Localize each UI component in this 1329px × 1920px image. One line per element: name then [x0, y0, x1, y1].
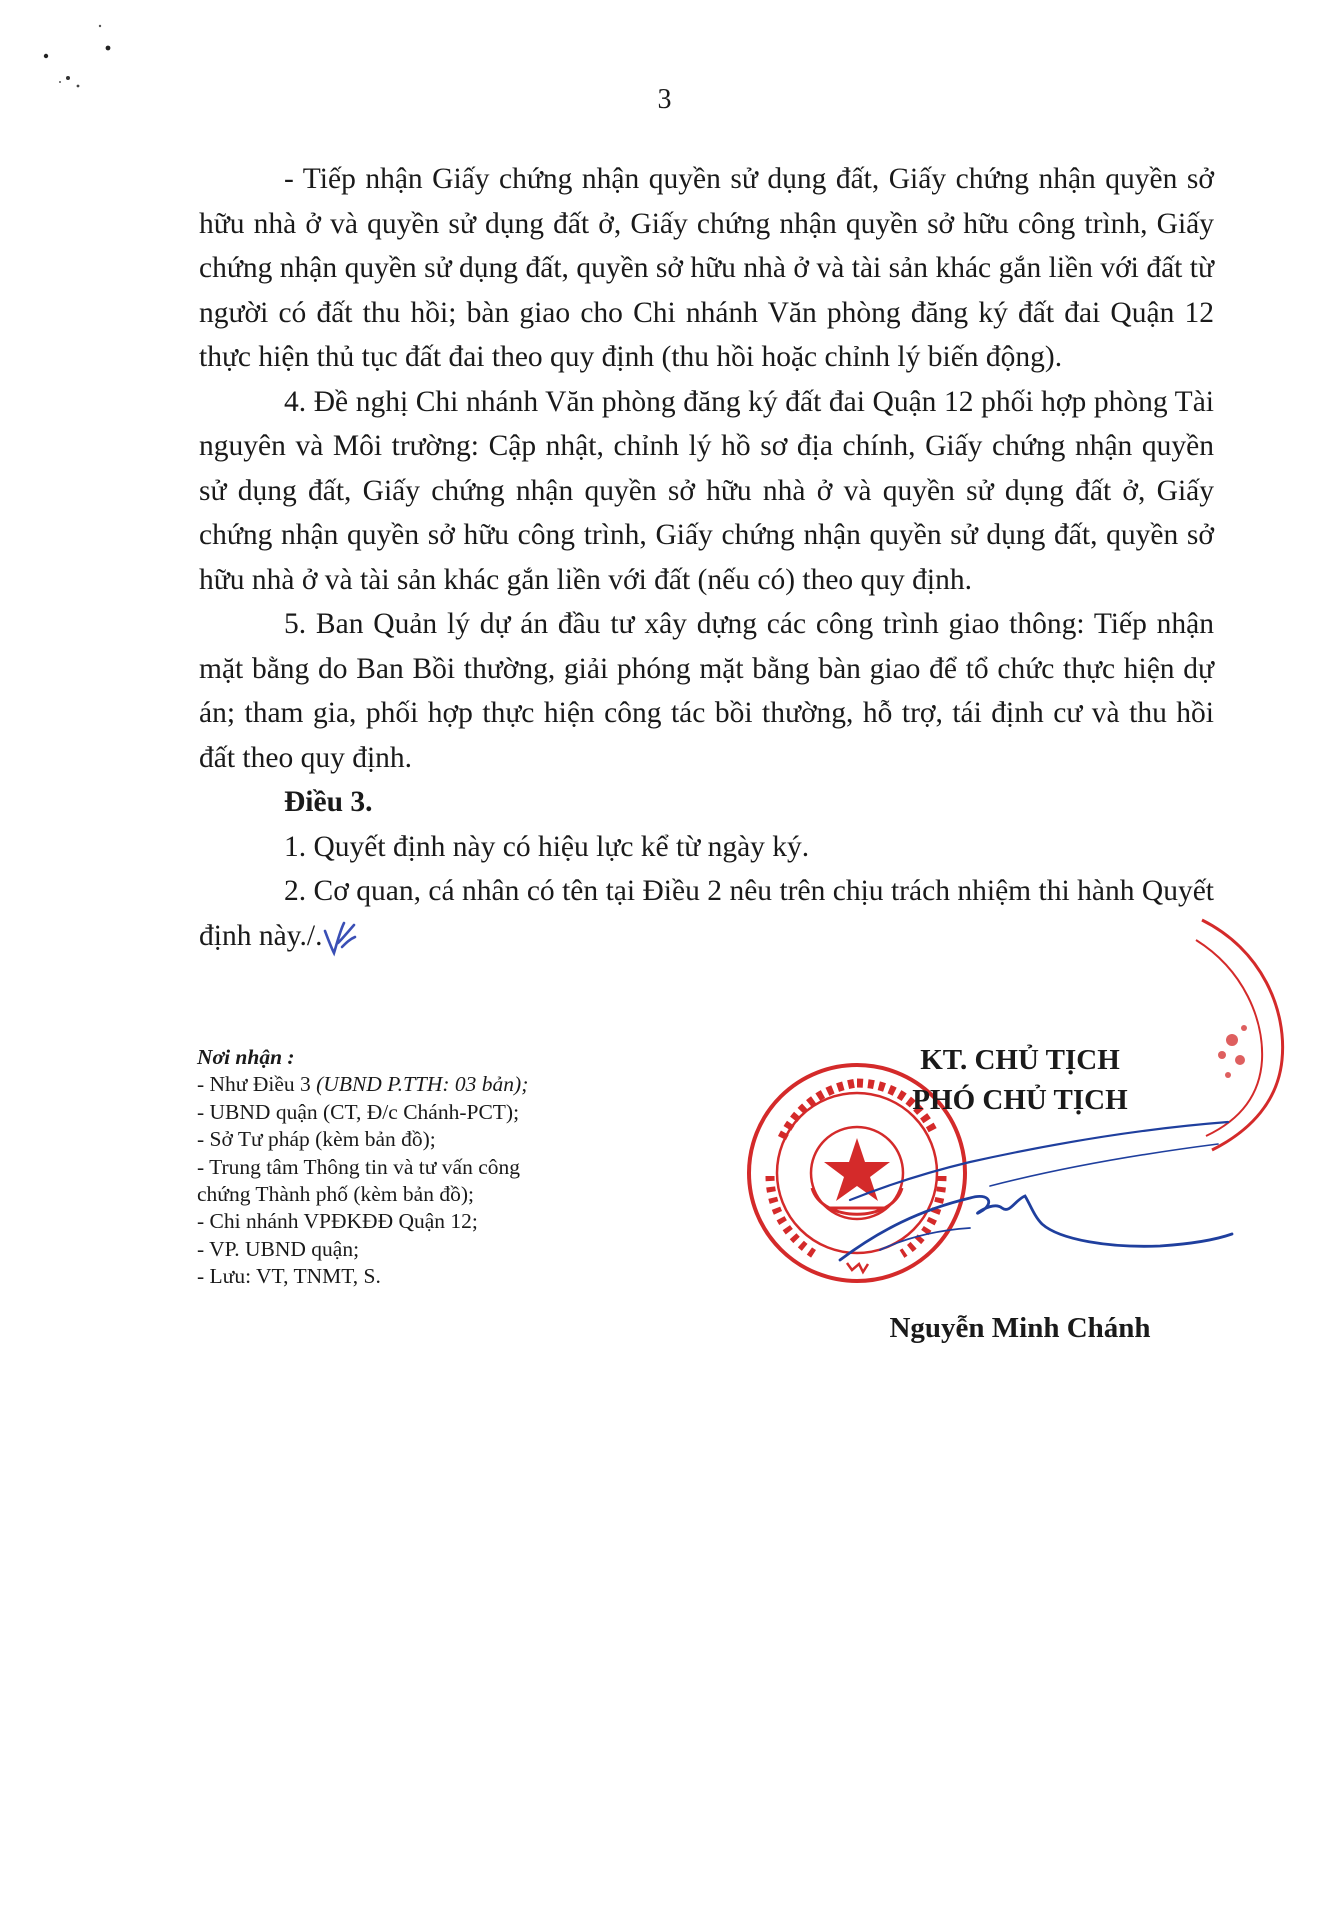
- recipient-item-1-note: (UBND P.TTH: 03 bản);: [316, 1072, 529, 1097]
- paragraph-responsibility: [199, 869, 1214, 958]
- body-text: [199, 157, 1214, 958]
- paragraph-effective-date: 1. Quyết định này có hiệu lực kể từ ngày ký.: [284, 830, 810, 863]
- recipient-item: - VP. UBND quận;: [197, 1236, 360, 1261]
- handwritten-initial-icon: [322, 917, 358, 957]
- signer-name: Nguyễn Minh Chánh: [889, 1312, 1151, 1344]
- paragraph-item-5: 5. Ban Quản lý dự án đầu tư xây dựng các công trình giao thông: Tiếp nhận mặt bằng do Ban Bồi thường, giải phóng mặt bằng bàn giao để tổ chức thực hiện dự án; tham gia, phối hợp thực hiện công tác bồi thường, hỗ trợ, tái định cư và thu hồi đất theo quy định.: [199, 608, 1214, 774]
- handwritten-signature: [820, 1100, 1240, 1280]
- recipient-item: - Sở Tư pháp (kèm bản đồ);: [197, 1127, 436, 1152]
- responsibility-text: 2. Cơ quan, cá nhân có tên tại Điều 2 nêu trên chịu trách nhiệm thi hành Quyết định này./.: [199, 875, 1214, 952]
- article-3-heading: Điều 3.: [284, 786, 373, 818]
- recipient-item: [197, 1071, 637, 1098]
- recipients-list: [197, 1044, 637, 1291]
- page-number: 3: [657, 84, 672, 115]
- recipient-item-continuation: chứng Thành phố (kèm bản đồ);: [197, 1182, 474, 1207]
- recipient-item: - Lưu: VT, TNMT, S.: [197, 1264, 381, 1289]
- recipient-item: - UBND quận (CT, Đ/c Chánh-PCT);: [197, 1099, 520, 1124]
- scan-specks: [40, 20, 120, 90]
- signature-title-line-2: PHÓ CHỦ TỊCH: [912, 1084, 1128, 1116]
- paragraph-receive-certificates: - Tiếp nhận Giấy chứng nhận quyền sử dụng đất, Giấy chứng nhận quyền sở hữu nhà ở và quyền sử dụng đất ở, Giấy chứng nhận quyền sở hữu công trình, Giấy chứng nhận quyền sử dụng đất, quyền sở hữu nhà ở và tài sản khác gắn liền với đất từ người có đất thu hồi; bàn giao cho Chi nhánh Văn phòng đăng ký đất đai Quận 12 thực hiện thủ tục đất đai theo quy định (thu hồi hoặc chỉnh lý biến động).: [199, 163, 1214, 373]
- recipient-item: - Trung tâm Thông tin và tư vấn công: [197, 1154, 520, 1179]
- recipient-item-1-prefix: - Như Điều 3: [197, 1072, 317, 1097]
- recipient-item: - Chi nhánh VPĐKĐĐ Quận 12;: [197, 1209, 478, 1234]
- signature-title-line-1: KT. CHỦ TỊCH: [920, 1044, 1120, 1076]
- paragraph-item-4: 4. Đề nghị Chi nhánh Văn phòng đăng ký đất đai Quận 12 phối hợp phòng Tài nguyên và Môi trường: Cập nhật, chỉnh lý hồ sơ địa chính, Giấy chứng nhận quyền sử dụng đất, Giấy chứng nhận quyền sở hữu nhà ở và quyền sử dụng đất ở, Giấy chứng nhận quyền sở hữu công trình, Giấy chứng nhận quyền sử dụng đất, quyền sở hữu nhà ở và tài sản khác gắn liền với đất (nếu có) theo quy định.: [199, 385, 1214, 596]
- recipients-label: Nơi nhận :: [197, 1045, 295, 1069]
